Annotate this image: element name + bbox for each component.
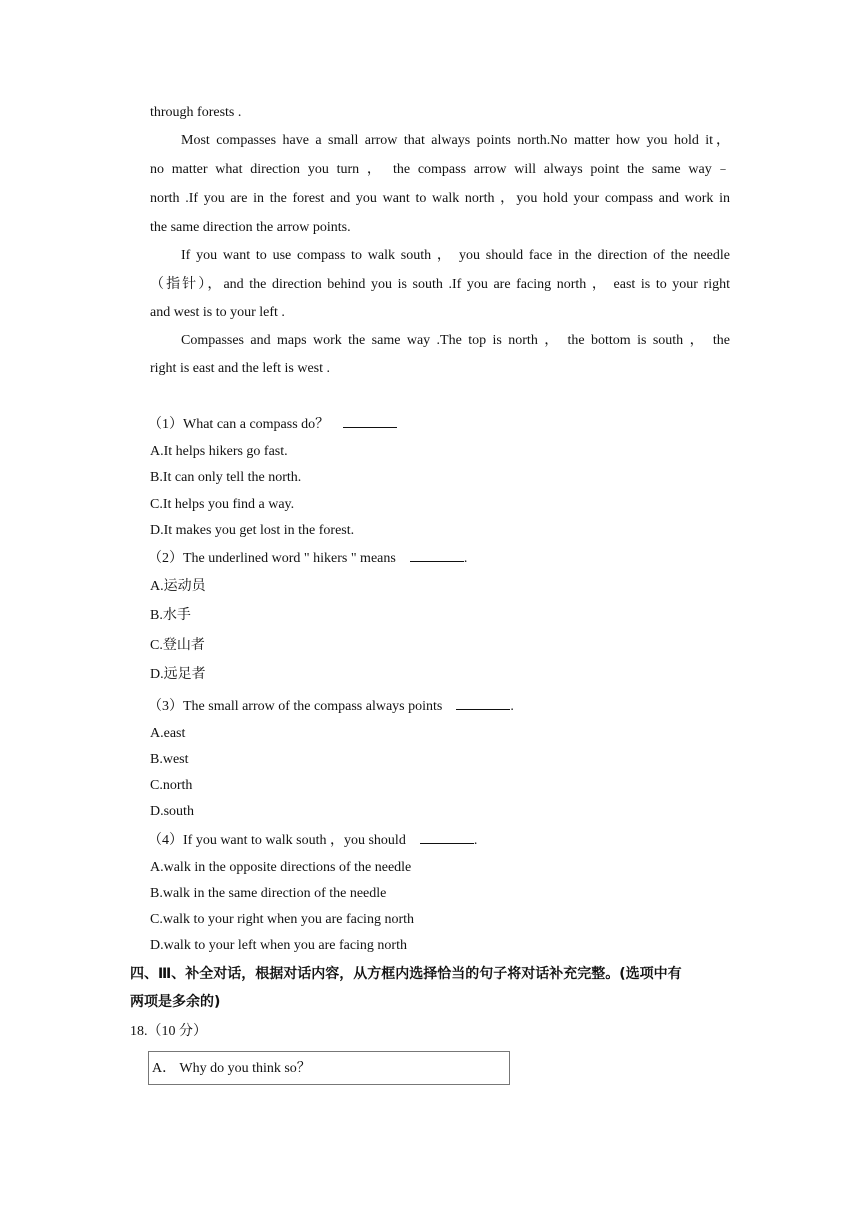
option-item: C.登山者 [150,638,205,653]
question-stem: （1）What can a compass do？ [148,415,397,434]
passage-line: no matter what direction you turn ， the compass arrow will always point the same way﹣ [150,162,730,177]
passage-line: Compasses and maps work the same way .The top is north ， the bottom is south ， the [181,333,730,348]
passage-line: right is east and the left is west . [150,361,331,376]
option-item: A.east [150,726,186,741]
option-item: B.walk in the same direction of the needle [150,886,387,901]
question-stem: （3）The small arrow of the compass always points . [148,699,514,714]
option-item: D.远足者 [150,667,206,682]
option-item: B.水手 [150,608,191,623]
option-item: A.walk in the opposite directions of the needle [150,860,412,875]
option-item: D.It makes you get lost in the forest. [150,523,355,538]
options-box [148,1051,510,1085]
question-stem: （4）If you want to walk south ，you should . [148,833,478,848]
option-item: D.south [150,804,194,819]
passage-line: the same direction the arrow points. [150,220,351,235]
answer-blank[interactable] [343,415,397,428]
passage-line: （指针），and the direction behind you is south .If you are facing north ， east is to your right [150,277,730,292]
passage-line: and west is to your left . [150,305,285,320]
passage-line: through forests . [150,105,242,120]
option-item: A.运动员 [150,579,206,594]
option-item: C.It helps you find a way. [150,497,295,512]
passage-line: north .If you are in the forest and you want to walk north ，you hold your compass and work in [150,191,730,206]
option-item: C.north [150,778,193,793]
section-heading: 两项是多余的) [130,994,221,1010]
option-item: B.west [150,752,189,767]
option-item: B.It can only tell the north. [150,470,302,485]
passage-line: Most compasses have a small arrow that always points north.No matter how you hold it， [181,133,730,148]
option-item: D.walk to your left when you are facing north [150,938,407,953]
question-number: 18.（10 分） [130,1024,207,1039]
box-option: A． Why do you think so？ [152,1061,311,1076]
answer-blank[interactable] [410,549,464,562]
option-item: A.It helps hikers go fast. [150,444,288,459]
section-heading: 四、Ⅲ、补全对话，根据对话内容，从方框内选择恰当的句子将对话补充完整。(选项中有 [130,966,682,982]
option-item: C.walk to your right when you are facing north [150,912,414,927]
answer-blank[interactable] [420,831,474,844]
answer-blank[interactable] [456,697,510,710]
passage-line: If you want to use compass to walk south ， you should face in the direction of the needle [181,248,730,263]
question-stem: （2）The underlined word " hikers " means . [148,551,468,566]
